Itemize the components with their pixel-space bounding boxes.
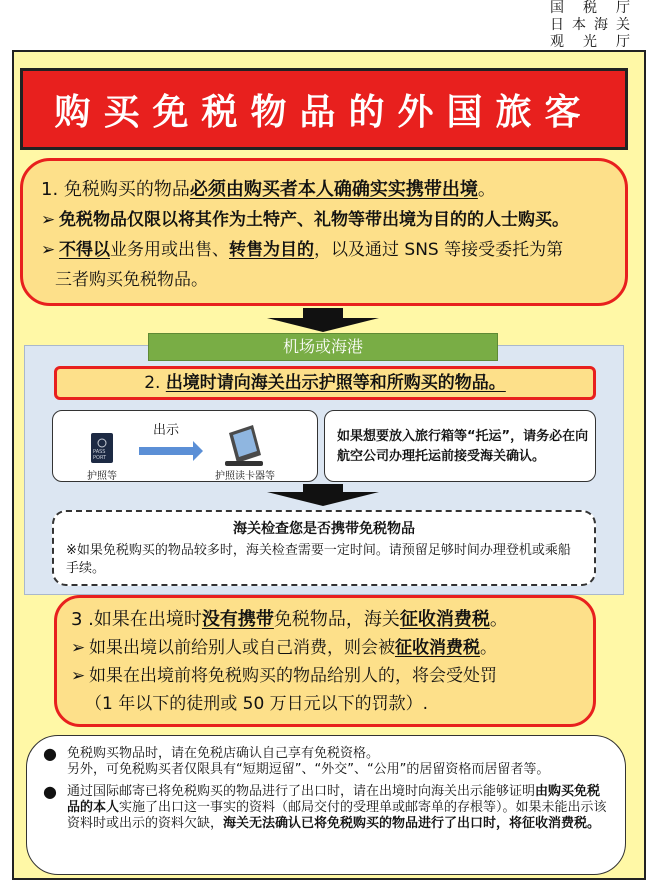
arrow-bullet-icon: ➢ xyxy=(41,240,56,260)
title-banner xyxy=(20,68,628,150)
agency-tourism: 观 光 厅 xyxy=(550,34,630,50)
passport-icon-text: PASS PORT xyxy=(93,449,107,461)
note-2-text-b: 由购买免税品的本人 xyxy=(67,784,601,815)
airport-label: 机场或海港 xyxy=(148,333,498,361)
arrow-bullet-icon: ➢ xyxy=(41,210,56,230)
section-3-line-3: ➢ 如果在出境前将免税购买的物品给别人的，将会受处罚 xyxy=(71,662,579,690)
arrow-bullet-icon: ➢ xyxy=(71,638,86,658)
checked-baggage-note: 如果想要放入旅行箱等“托运”，请务必在向航空公司办理托运前接受海关确认。 xyxy=(324,410,596,482)
passport-label: 护照等 xyxy=(87,471,117,482)
show-label: 出示 xyxy=(153,423,180,438)
customs-check-box xyxy=(52,510,596,586)
show-passport-illustration xyxy=(52,410,318,482)
section-1-line-3: ➢ 不得以业务用或出售、转售为目的，以及通过 SNS 等接受委托为第 xyxy=(41,235,607,265)
section-1-emphasis: 必须由购买者本人确确实实携带出境 xyxy=(189,179,478,200)
agency-customs: 日本海关 xyxy=(550,17,630,33)
section-1-line-2: ➢ 免税物品仅限以将其作为土特产、礼物等带出境为目的的人士购买。 xyxy=(41,205,607,235)
flow-arrow-down-icon xyxy=(267,492,379,506)
section-1-line-4: 三者购买免税物品。 xyxy=(55,270,208,290)
page-title: 购买免税物品的外国旅客 xyxy=(54,91,594,133)
agency-nta: 国 税 厅 xyxy=(550,0,630,16)
reader-label: 护照读卡器等 xyxy=(215,471,275,482)
note-2-text-d: 海关无法确认已将免税购买的物品进行了出口时，将征收消费税。 xyxy=(223,816,601,831)
arrow-bullet-icon: ➢ xyxy=(71,666,86,686)
section-1-line-1: 1. 免税购买的物品必须由购买者本人确确实实携带出境。 xyxy=(41,179,496,200)
section-3-line-4: （1 年以下的徒刑或 50 万日元以下的罚款）. xyxy=(85,694,429,714)
flow-arrow-down-icon xyxy=(267,318,379,332)
section-3-box xyxy=(54,595,596,727)
note-item xyxy=(43,746,609,778)
customs-check-heading: 海关检查您是否携带免税物品 xyxy=(233,521,415,537)
customs-check-note: ※如果免税购买的物品较多时，海关检查需要一定时间。请预留足够时间办理登机或乘船手续。 xyxy=(66,543,571,576)
section-1-box xyxy=(20,158,628,306)
section-2-text: 出境时请向海关出示护照等和所购买的物品。 xyxy=(165,373,506,393)
section-3-line-2: ➢ 如果出境以前给别人或自己消费，则会被征收消费税。 xyxy=(71,634,579,662)
note-1-text-b: 另外，可免税购买者仅限具有“短期逗留”、“外交”、“公用”的居留资格而居留者等。 xyxy=(67,762,550,777)
note-2-text-c: 实施了出口这一事实的资料（邮局交付的受理单或邮寄单的存根等）。如果未能出示该资料时或出示的资料欠缺， xyxy=(67,800,607,831)
show-arrow-icon xyxy=(139,441,203,461)
section-2-box: 2. 出境时请向海关出示护照等和所购买的物品。 xyxy=(54,366,596,400)
notes-box xyxy=(26,735,626,875)
note-2-text-a: 通过国际邮寄已将免税购买的物品进行了出口时，请在出境时向海关出示能够证明 xyxy=(67,784,536,799)
note-1-text-a: 免税购买物品时，请在免税店确认自己享有免税资格。 xyxy=(67,746,380,761)
section-3-line-1: 3 .如果在出境时没有携带免税物品，海关征收消费税。 xyxy=(71,609,508,630)
passport-reader-icon xyxy=(225,425,263,466)
note-item xyxy=(43,784,609,832)
issuing-agencies xyxy=(550,0,630,51)
bullet-icon: ● xyxy=(43,744,57,763)
bullet-icon: ● xyxy=(43,782,57,801)
